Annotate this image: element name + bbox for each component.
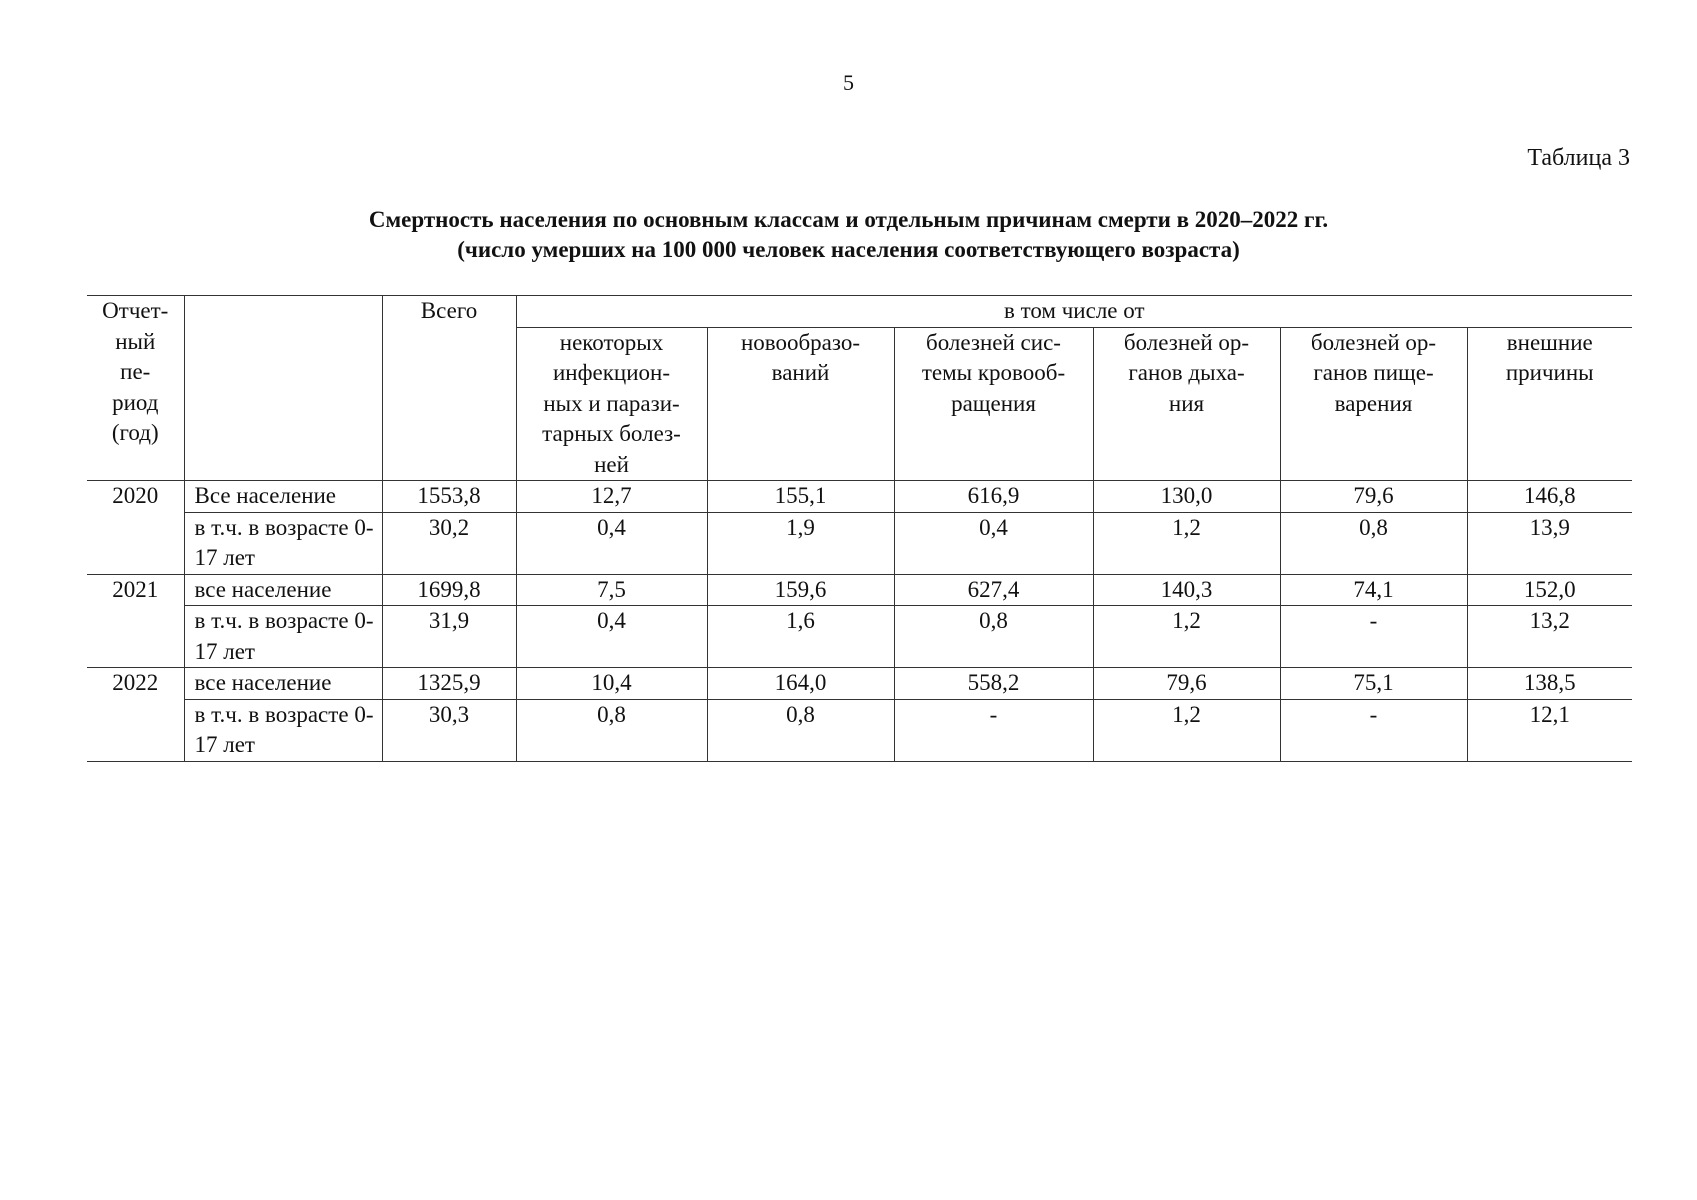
header-cause-line: ганов дыха- <box>1128 360 1245 385</box>
header-period-line: риод <box>112 389 159 415</box>
value-total: 31,9 <box>382 606 516 668</box>
value-neoplasms: 1,9 <box>707 512 894 574</box>
table-row <box>87 481 1632 513</box>
header-group: в том числе от <box>516 296 1632 328</box>
row-label: в т.ч. в возрасте 0-17 лет <box>184 512 382 574</box>
header-period-line: ный <box>115 328 156 354</box>
value-total: 1553,8 <box>382 481 516 513</box>
value-digestive: - <box>1280 606 1467 668</box>
value-external: 13,2 <box>1467 606 1632 668</box>
value-infectious: 0,4 <box>516 512 707 574</box>
value-digestive: 75,1 <box>1280 668 1467 700</box>
table-header <box>87 296 1632 481</box>
value-external: 13,9 <box>1467 512 1632 574</box>
value-circulatory: 558,2 <box>894 668 1093 700</box>
table-label: Таблица 3 <box>1527 145 1630 171</box>
value-infectious: 7,5 <box>516 574 707 606</box>
header-cause-line: ней <box>594 451 629 477</box>
value-external: 138,5 <box>1467 668 1632 700</box>
header-period <box>87 296 184 481</box>
header-cause-neoplasms <box>707 327 894 481</box>
value-infectious: 10,4 <box>516 668 707 700</box>
table-row <box>87 668 1632 700</box>
header-cause-line: ганов пище- <box>1313 360 1434 385</box>
year-cell: 2022 <box>87 668 184 762</box>
value-infectious: 12,7 <box>516 481 707 513</box>
header-cause-circulatory <box>894 327 1093 481</box>
header-population-blank <box>184 296 382 481</box>
header-cause-line: некоторых <box>559 329 664 355</box>
value-respiratory: 1,2 <box>1093 606 1280 668</box>
value-total: 30,2 <box>382 512 516 574</box>
value-external: 152,0 <box>1467 574 1632 606</box>
value-circulatory: - <box>894 699 1093 761</box>
header-cause-line: инфекцион- <box>553 360 670 385</box>
value-circulatory: 0,4 <box>894 512 1093 574</box>
value-total: 30,3 <box>382 699 516 761</box>
row-label: Все население <box>184 481 382 513</box>
header-cause-line: болезней сис- <box>926 329 1061 355</box>
header-cause-respiratory <box>1093 327 1280 481</box>
value-total: 1699,8 <box>382 574 516 606</box>
header-cause-line: тарных болез- <box>542 421 681 446</box>
value-external: 146,8 <box>1467 481 1632 513</box>
year-cell: 2021 <box>87 574 184 668</box>
value-respiratory: 1,2 <box>1093 512 1280 574</box>
header-cause-line: ных и парази- <box>543 390 680 416</box>
table-body <box>87 481 1632 762</box>
table-row <box>87 699 1632 761</box>
value-neoplasms: 1,6 <box>707 606 894 668</box>
value-digestive: - <box>1280 699 1467 761</box>
table-title <box>0 205 1697 265</box>
table-title-line-1: Смертность населения по основным классам и отдельным причинам смерти в 2020–2022 гг. <box>368 207 1329 232</box>
header-cause-line: внешние <box>1506 329 1593 355</box>
header-cause-infectious <box>516 327 707 481</box>
row-label: в т.ч. в возрасте 0-17 лет <box>184 699 382 761</box>
header-total: Всего <box>382 296 516 481</box>
header-cause-line: темы кровооб- <box>921 360 1066 385</box>
table-title-line-2: (число умерших на 100 000 человек населения соответствующего возраста) <box>457 237 1240 262</box>
header-cause-line: болезней ор- <box>1310 329 1437 355</box>
value-digestive: 79,6 <box>1280 481 1467 513</box>
value-circulatory: 0,8 <box>894 606 1093 668</box>
value-infectious: 0,8 <box>516 699 707 761</box>
value-infectious: 0,4 <box>516 606 707 668</box>
value-digestive: 0,8 <box>1280 512 1467 574</box>
value-respiratory: 140,3 <box>1093 574 1280 606</box>
value-respiratory: 130,0 <box>1093 481 1280 513</box>
mortality-table <box>87 295 1632 762</box>
value-circulatory: 616,9 <box>894 481 1093 513</box>
header-cause-external <box>1467 327 1632 481</box>
value-digestive: 74,1 <box>1280 574 1467 606</box>
value-neoplasms: 164,0 <box>707 668 894 700</box>
header-cause-line: причины <box>1505 360 1594 385</box>
header-period-line: Отчет- <box>102 298 169 323</box>
row-label: в т.ч. в возрасте 0-17 лет <box>184 606 382 668</box>
value-circulatory: 627,4 <box>894 574 1093 606</box>
value-total: 1325,9 <box>382 668 516 700</box>
row-label: все население <box>184 668 382 700</box>
value-respiratory: 1,2 <box>1093 699 1280 761</box>
header-period-line: пе- <box>120 359 151 384</box>
header-cause-line: ваний <box>771 360 830 385</box>
value-neoplasms: 155,1 <box>707 481 894 513</box>
header-cause-line: новообразо- <box>740 329 861 355</box>
table-row <box>87 606 1632 668</box>
header-cause-line: ния <box>1168 390 1205 416</box>
header-cause-line: варения <box>1334 390 1413 416</box>
header-cause-line: болезней ор- <box>1123 329 1250 355</box>
page-number: 5 <box>843 70 854 95</box>
value-neoplasms: 159,6 <box>707 574 894 606</box>
header-period-line: (год) <box>111 420 159 445</box>
header-cause-line: ращения <box>951 390 1036 416</box>
table-row <box>87 512 1632 574</box>
value-respiratory: 79,6 <box>1093 668 1280 700</box>
value-external: 12,1 <box>1467 699 1632 761</box>
header-cause-digestive <box>1280 327 1467 481</box>
year-cell: 2020 <box>87 481 184 575</box>
row-label: все население <box>184 574 382 606</box>
value-neoplasms: 0,8 <box>707 699 894 761</box>
table-row <box>87 574 1632 606</box>
